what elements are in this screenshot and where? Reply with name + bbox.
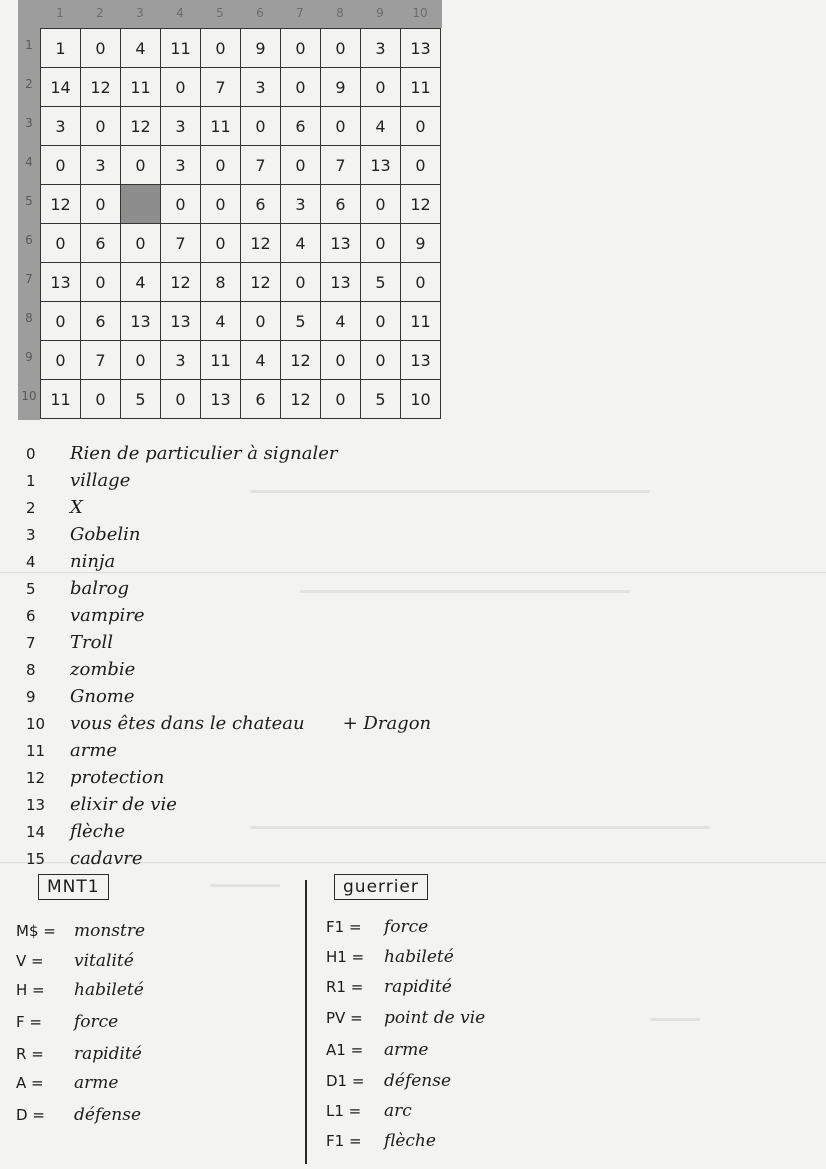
legend-code: 10 [26, 714, 46, 733]
grid-cell: 13 [201, 380, 241, 419]
legend-code: 12 [26, 768, 46, 787]
grid-cell: 6 [81, 224, 121, 263]
grid-cell: 7 [321, 146, 361, 185]
grid-cell: 7 [161, 224, 201, 263]
grid-cell: 1 [41, 29, 81, 68]
legend-item [26, 548, 546, 575]
legend-label: Rien de particulier à signaler [70, 443, 338, 464]
legend-code: 13 [26, 795, 46, 814]
grid-cell: 0 [281, 68, 321, 107]
bleed-through-line [650, 1018, 700, 1021]
grid-row-header: 10 [21, 389, 37, 403]
legend-label: Gnome [70, 686, 135, 707]
grid-cell: 0 [201, 29, 241, 68]
grid-cell: 3 [161, 146, 201, 185]
monster-definition-row [16, 1098, 145, 1132]
warrior-definition-row [326, 972, 485, 1002]
grid-cell: 3 [41, 107, 81, 146]
grid-cell: 0 [401, 146, 441, 185]
grid-column-header: 3 [136, 6, 144, 20]
warrior-stat-key: H1 = [326, 948, 365, 966]
grid-column-header: 2 [96, 6, 104, 20]
grid-cell: 0 [241, 302, 281, 341]
monster-stat-key: M$ = [16, 922, 56, 940]
legend-label: elixir de vie [70, 794, 177, 815]
legend-item [26, 710, 546, 737]
monster-definition-row [16, 1068, 145, 1098]
grid-cell: 12 [161, 263, 201, 302]
legend-code: 5 [26, 579, 36, 598]
legend-item [26, 818, 546, 845]
grid-cell: 0 [361, 224, 401, 263]
grid-cell: 4 [321, 302, 361, 341]
warrior-stat-key: F1 = [326, 918, 362, 936]
grid-column-header: 9 [376, 6, 384, 20]
grid-cell: 13 [321, 224, 361, 263]
grid-cell: 11 [121, 68, 161, 107]
legend-item [26, 440, 546, 467]
warrior-definition-row [326, 912, 485, 942]
grid-cell: 0 [41, 341, 81, 380]
grid-cell: 0 [201, 146, 241, 185]
monster-stat-meaning: défense [74, 1105, 142, 1125]
legend-label: ninja [70, 551, 116, 572]
grid-cell: 12 [241, 224, 281, 263]
legend-item [26, 656, 546, 683]
legend-label: vous êtes dans le chateau [70, 713, 305, 734]
grid-cell: 6 [81, 302, 121, 341]
grid-row-header: 8 [25, 311, 33, 325]
grid-row-header: 9 [25, 350, 33, 364]
legend-code: 6 [26, 606, 36, 625]
monster-stat-key: V = [16, 952, 44, 970]
grid-cell: 13 [321, 263, 361, 302]
warrior-stat-key: F1 = [326, 1132, 362, 1150]
grid-cell: 3 [81, 146, 121, 185]
column-divider [305, 880, 307, 1164]
grid-cell: 10 [401, 380, 441, 419]
grid-cell: 12 [81, 68, 121, 107]
map-grid [40, 28, 441, 419]
warrior-stat-meaning: force [384, 917, 429, 937]
warrior-stat-meaning: défense [384, 1071, 452, 1091]
grid-cell: 6 [241, 380, 281, 419]
legend-code: 14 [26, 822, 46, 841]
legend-item [26, 629, 546, 656]
grid-cell: 0 [81, 380, 121, 419]
grid-cell: 4 [361, 107, 401, 146]
legend-code: 3 [26, 525, 36, 544]
legend-item [26, 764, 546, 791]
grid-cell: 0 [401, 263, 441, 302]
grid-cell: 9 [241, 29, 281, 68]
grid-cell: 3 [161, 341, 201, 380]
grid-cell: 13 [121, 302, 161, 341]
legend-item [26, 845, 546, 872]
grid-cell: 7 [81, 341, 121, 380]
grid-row-header: 2 [25, 77, 33, 91]
grid-cell: 7 [201, 68, 241, 107]
grid-cell: 4 [281, 224, 321, 263]
legend-label: vampire [70, 605, 145, 626]
legend-label: flèche [70, 821, 125, 842]
grid-cell: 6 [321, 185, 361, 224]
grid-cell: 0 [281, 263, 321, 302]
monster-stat-key: F = [16, 1013, 42, 1031]
legend-label: X [70, 497, 83, 518]
grid-cell: 4 [201, 302, 241, 341]
warrior-section-title: guerrier [334, 874, 428, 900]
grid-cell: 13 [41, 263, 81, 302]
warrior-definition-row [326, 1096, 485, 1126]
legend-item [26, 521, 546, 548]
monster-definition-row [16, 916, 145, 946]
warrior-stat-key: R1 = [326, 978, 364, 996]
monster-stat-meaning: habileté [74, 980, 144, 1000]
warrior-definition-row [326, 1002, 485, 1034]
grid-cell: 0 [321, 380, 361, 419]
legend-code: 8 [26, 660, 36, 679]
monster-definition-row [16, 1040, 145, 1068]
warrior-definition-row [326, 1066, 485, 1096]
monster-definitions [16, 916, 145, 1132]
bleed-through-line [210, 884, 280, 887]
grid-row-header: 1 [25, 38, 33, 52]
grid-cell: 4 [121, 263, 161, 302]
legend-list [26, 440, 546, 872]
legend-item [26, 683, 546, 710]
legend-label: zombie [70, 659, 136, 680]
grid-column-header: 8 [336, 6, 344, 20]
grid-column-header: 4 [176, 6, 184, 20]
monster-stat-meaning: arme [74, 1073, 119, 1093]
grid-cell: 5 [121, 380, 161, 419]
monster-definition-row [16, 976, 145, 1004]
grid-column-header: 5 [216, 6, 224, 20]
grid-cell: 0 [321, 29, 361, 68]
warrior-stat-meaning: rapidité [384, 977, 452, 997]
warrior-definition-row [326, 1126, 485, 1156]
grid-cell: 0 [161, 185, 201, 224]
grid-cell: 0 [41, 146, 81, 185]
grid-cell: 13 [161, 302, 201, 341]
warrior-stat-meaning: arme [384, 1040, 429, 1060]
grid-cell: 11 [41, 380, 81, 419]
grid-cell: 11 [201, 107, 241, 146]
grid-cell: 0 [241, 107, 281, 146]
grid-column-header: 1 [56, 6, 64, 20]
grid-cell: 5 [361, 380, 401, 419]
grid-cell: 11 [201, 341, 241, 380]
grid-cell: 0 [41, 224, 81, 263]
grid-cell: 0 [281, 146, 321, 185]
warrior-stat-key: D1 = [326, 1072, 365, 1090]
warrior-stat-key: A1 = [326, 1041, 364, 1059]
grid-cell: 0 [321, 341, 361, 380]
warrior-definition-row [326, 942, 485, 972]
grid-cell: 0 [321, 107, 361, 146]
legend-extra-label: + Dragon [342, 713, 432, 734]
grid-cell [121, 185, 161, 224]
grid-cell: 0 [81, 185, 121, 224]
monster-section-title: MNT1 [38, 874, 109, 900]
grid-cell: 3 [361, 29, 401, 68]
grid-cell: 0 [281, 29, 321, 68]
grid-column-header: 6 [256, 6, 264, 20]
grid-cell: 11 [401, 68, 441, 107]
grid-cell: 0 [361, 68, 401, 107]
grid-cell: 0 [81, 107, 121, 146]
grid-cell: 4 [241, 341, 281, 380]
monster-stat-key: D = [16, 1106, 45, 1124]
grid-cell: 11 [401, 302, 441, 341]
grid-row-header: 5 [25, 194, 33, 208]
grid-column-header: 10 [412, 6, 428, 20]
grid-cell: 0 [361, 185, 401, 224]
monster-stat-key: R = [16, 1045, 44, 1063]
warrior-definition-row [326, 1034, 485, 1066]
grid-cell: 11 [161, 29, 201, 68]
grid-cell: 3 [241, 68, 281, 107]
grid-cell: 12 [281, 380, 321, 419]
grid-cell: 0 [41, 302, 81, 341]
grid-cell: 12 [241, 263, 281, 302]
legend-item [26, 467, 546, 494]
grid-cell: 0 [361, 302, 401, 341]
legend-code: 0 [26, 444, 36, 463]
grid-cell: 0 [81, 29, 121, 68]
monster-stat-meaning: rapidité [74, 1044, 142, 1064]
grid-cell: 0 [121, 341, 161, 380]
grid-row-header: 6 [25, 233, 33, 247]
monster-stat-meaning: force [74, 1012, 119, 1032]
legend-item [26, 737, 546, 764]
grid-cell: 12 [281, 341, 321, 380]
grid-cell: 6 [281, 107, 321, 146]
legend-code: 15 [26, 849, 46, 868]
grid-column-header: 7 [296, 6, 304, 20]
legend-label: balrog [70, 578, 129, 599]
monster-stat-meaning: vitalité [74, 951, 134, 971]
legend-item [26, 602, 546, 629]
grid-cell: 5 [281, 302, 321, 341]
grid-cell: 13 [401, 341, 441, 380]
grid-cell: 9 [321, 68, 361, 107]
grid-cell: 13 [401, 29, 441, 68]
grid-cell: 0 [121, 224, 161, 263]
warrior-stat-meaning: point de vie [384, 1008, 486, 1028]
legend-code: 1 [26, 471, 36, 490]
legend-code: 11 [26, 741, 46, 760]
legend-label: Gobelin [70, 524, 141, 545]
warrior-stat-meaning: habileté [384, 947, 454, 967]
monster-definition-row [16, 946, 145, 976]
warrior-stat-key: PV = [326, 1009, 363, 1027]
warrior-definitions [326, 912, 485, 1156]
grid-cell: 12 [41, 185, 81, 224]
grid-cell: 6 [241, 185, 281, 224]
legend-label: arme [70, 740, 118, 761]
legend-code: 2 [26, 498, 36, 517]
legend-item [26, 791, 546, 818]
grid-cell: 0 [201, 224, 241, 263]
grid-cell: 12 [401, 185, 441, 224]
warrior-stat-key: L1 = [326, 1102, 362, 1120]
monster-definition-row [16, 1004, 145, 1040]
grid-row-header: 3 [25, 116, 33, 130]
grid-cell: 0 [401, 107, 441, 146]
warrior-stat-meaning: arc [384, 1101, 412, 1121]
grid-cell: 3 [281, 185, 321, 224]
grid-cell: 0 [161, 68, 201, 107]
legend-label: Troll [70, 632, 113, 653]
grid-cell: 0 [121, 146, 161, 185]
legend-label: village [70, 470, 131, 491]
grid-row-header: 4 [25, 155, 33, 169]
grid-cell: 9 [401, 224, 441, 263]
legend-item [26, 494, 546, 521]
monster-stat-key: H = [16, 981, 45, 999]
grid-cell: 5 [361, 263, 401, 302]
monster-stat-key: A = [16, 1074, 44, 1092]
grid-cell: 13 [361, 146, 401, 185]
grid-cell: 8 [201, 263, 241, 302]
legend-label: cadavre [70, 848, 143, 869]
legend-item [26, 575, 546, 602]
grid-cell: 0 [161, 380, 201, 419]
grid-cell: 12 [121, 107, 161, 146]
grid-cell: 0 [361, 341, 401, 380]
legend-code: 9 [26, 687, 36, 706]
grid-cell: 4 [121, 29, 161, 68]
legend-code: 7 [26, 633, 36, 652]
grid-cell: 3 [161, 107, 201, 146]
monster-stat-meaning: monstre [74, 921, 146, 941]
legend-code: 4 [26, 552, 36, 571]
grid-row-header: 7 [25, 272, 33, 286]
legend-label: protection [70, 767, 165, 788]
grid-cell: 7 [241, 146, 281, 185]
grid-cell: 14 [41, 68, 81, 107]
grid-cell: 0 [81, 263, 121, 302]
warrior-stat-meaning: flèche [384, 1131, 436, 1151]
grid-cell: 0 [201, 185, 241, 224]
